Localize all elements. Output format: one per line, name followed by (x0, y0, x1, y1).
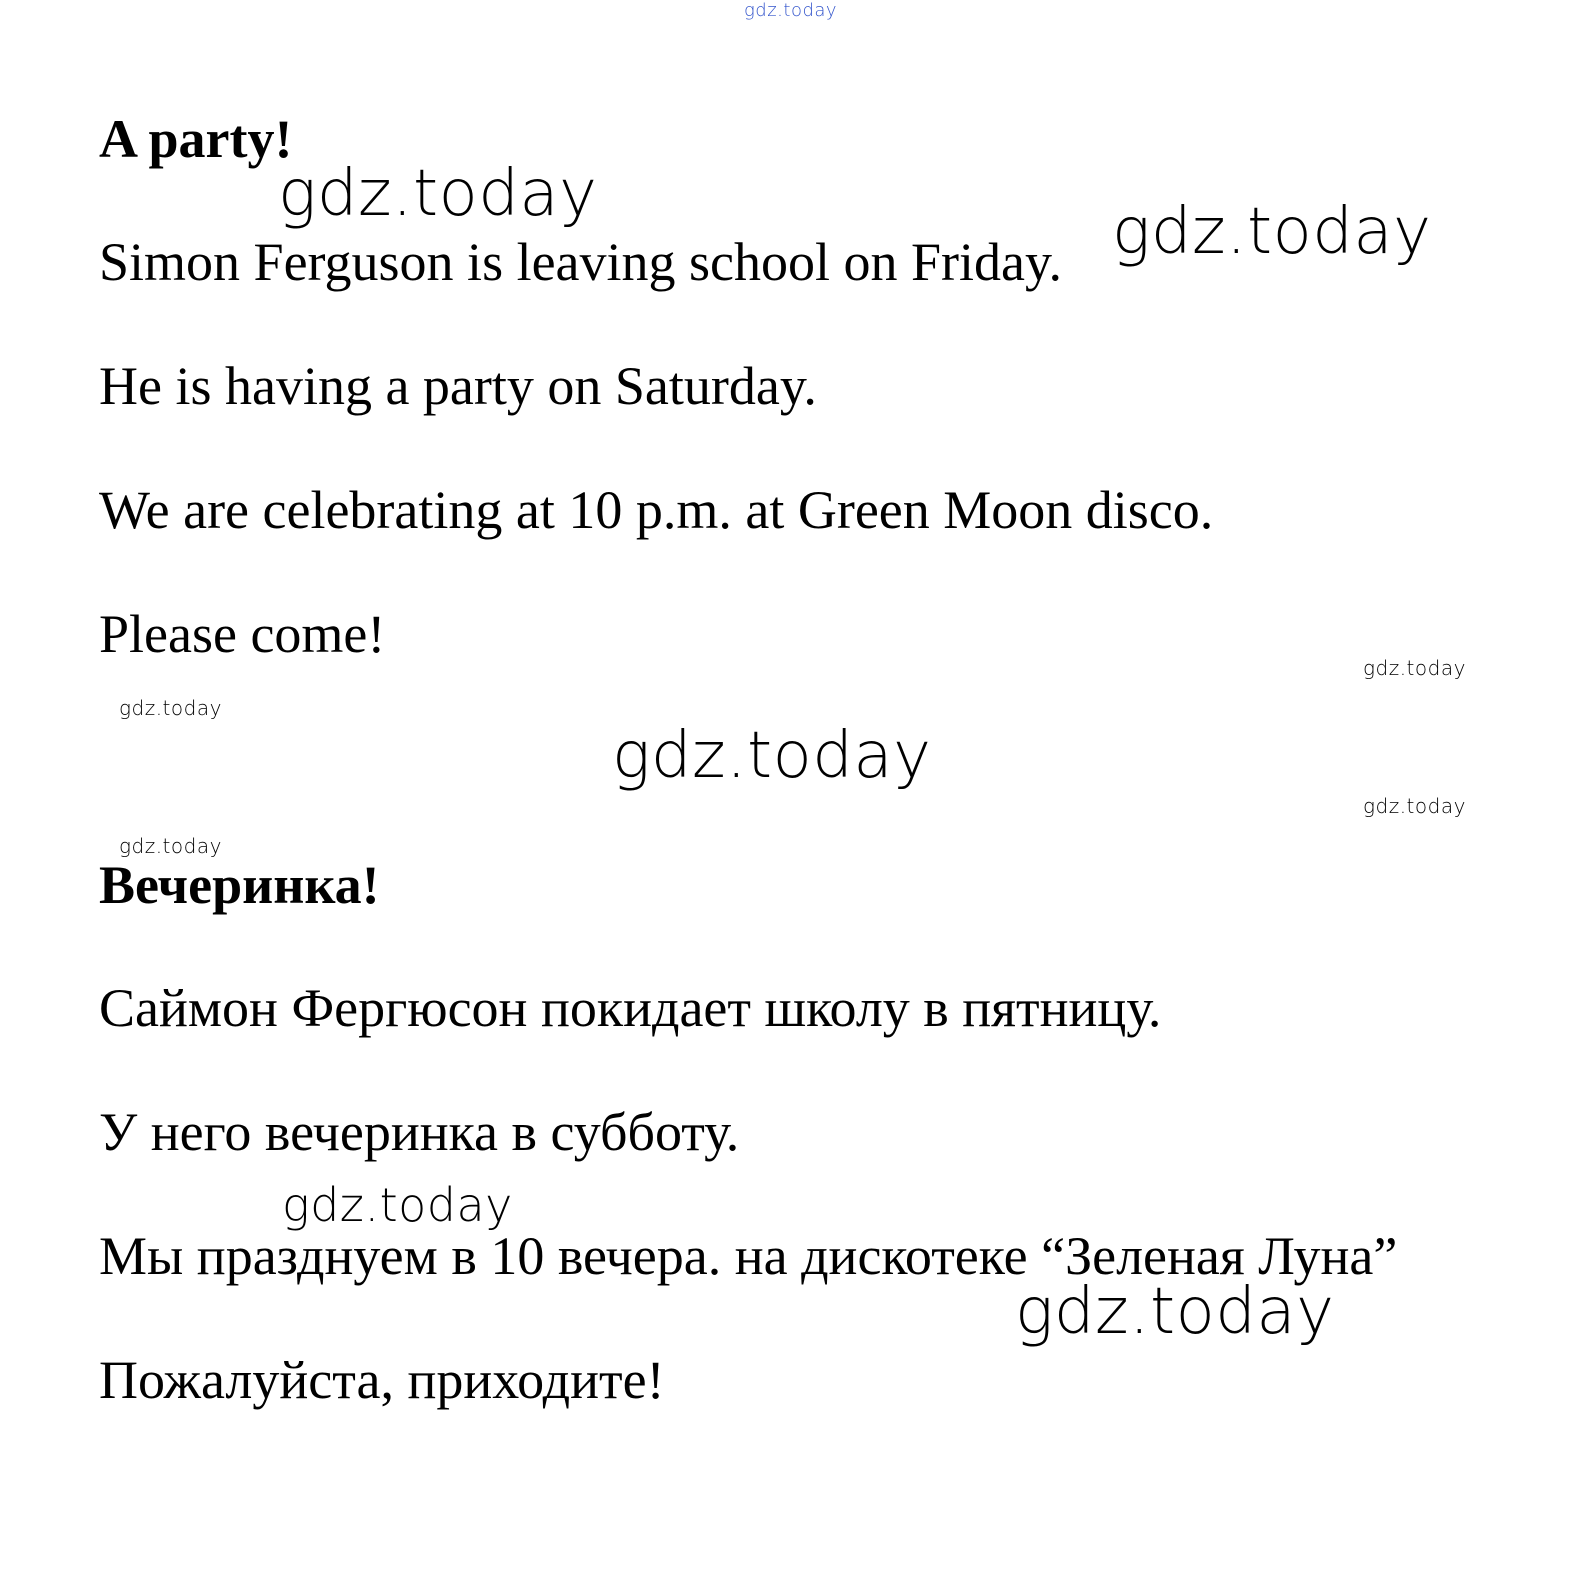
watermark-small: gdz.today (119, 834, 222, 858)
english-line-4: Please come! (99, 604, 386, 664)
english-line-2: He is having a party on Saturday. (99, 356, 817, 416)
russian-line-4: Пожалуйста, приходите! (99, 1350, 665, 1410)
watermark-small: gdz.today (1363, 794, 1466, 818)
watermark-medium: gdz.today (282, 1178, 513, 1232)
english-line-3: We are celebrating at 10 p.m. at Green Moon disco. (99, 480, 1214, 540)
watermark-large: gdz.today (1112, 195, 1432, 269)
watermark-small: gdz.today (1363, 656, 1466, 680)
watermark-large: gdz.today (1015, 1275, 1335, 1349)
watermark-large: gdz.today (278, 157, 598, 231)
watermark-top: gdz.today (744, 0, 838, 21)
english-line-1: Simon Ferguson is leaving school on Friday. (99, 232, 1062, 292)
english-title: A party! (99, 109, 293, 169)
russian-title: Вечеринка! (99, 855, 380, 915)
russian-line-3: Мы празднуем в 10 вечера. на дискотеке “Зеленая Луна” (99, 1226, 1398, 1286)
russian-line-2: У него вечеринка в субботу. (99, 1102, 740, 1162)
watermark-large: gdz.today (612, 719, 932, 793)
watermark-small: gdz.today (119, 696, 222, 720)
russian-line-1: Саймон Фергюсон покидает школу в пятницу. (99, 978, 1162, 1038)
